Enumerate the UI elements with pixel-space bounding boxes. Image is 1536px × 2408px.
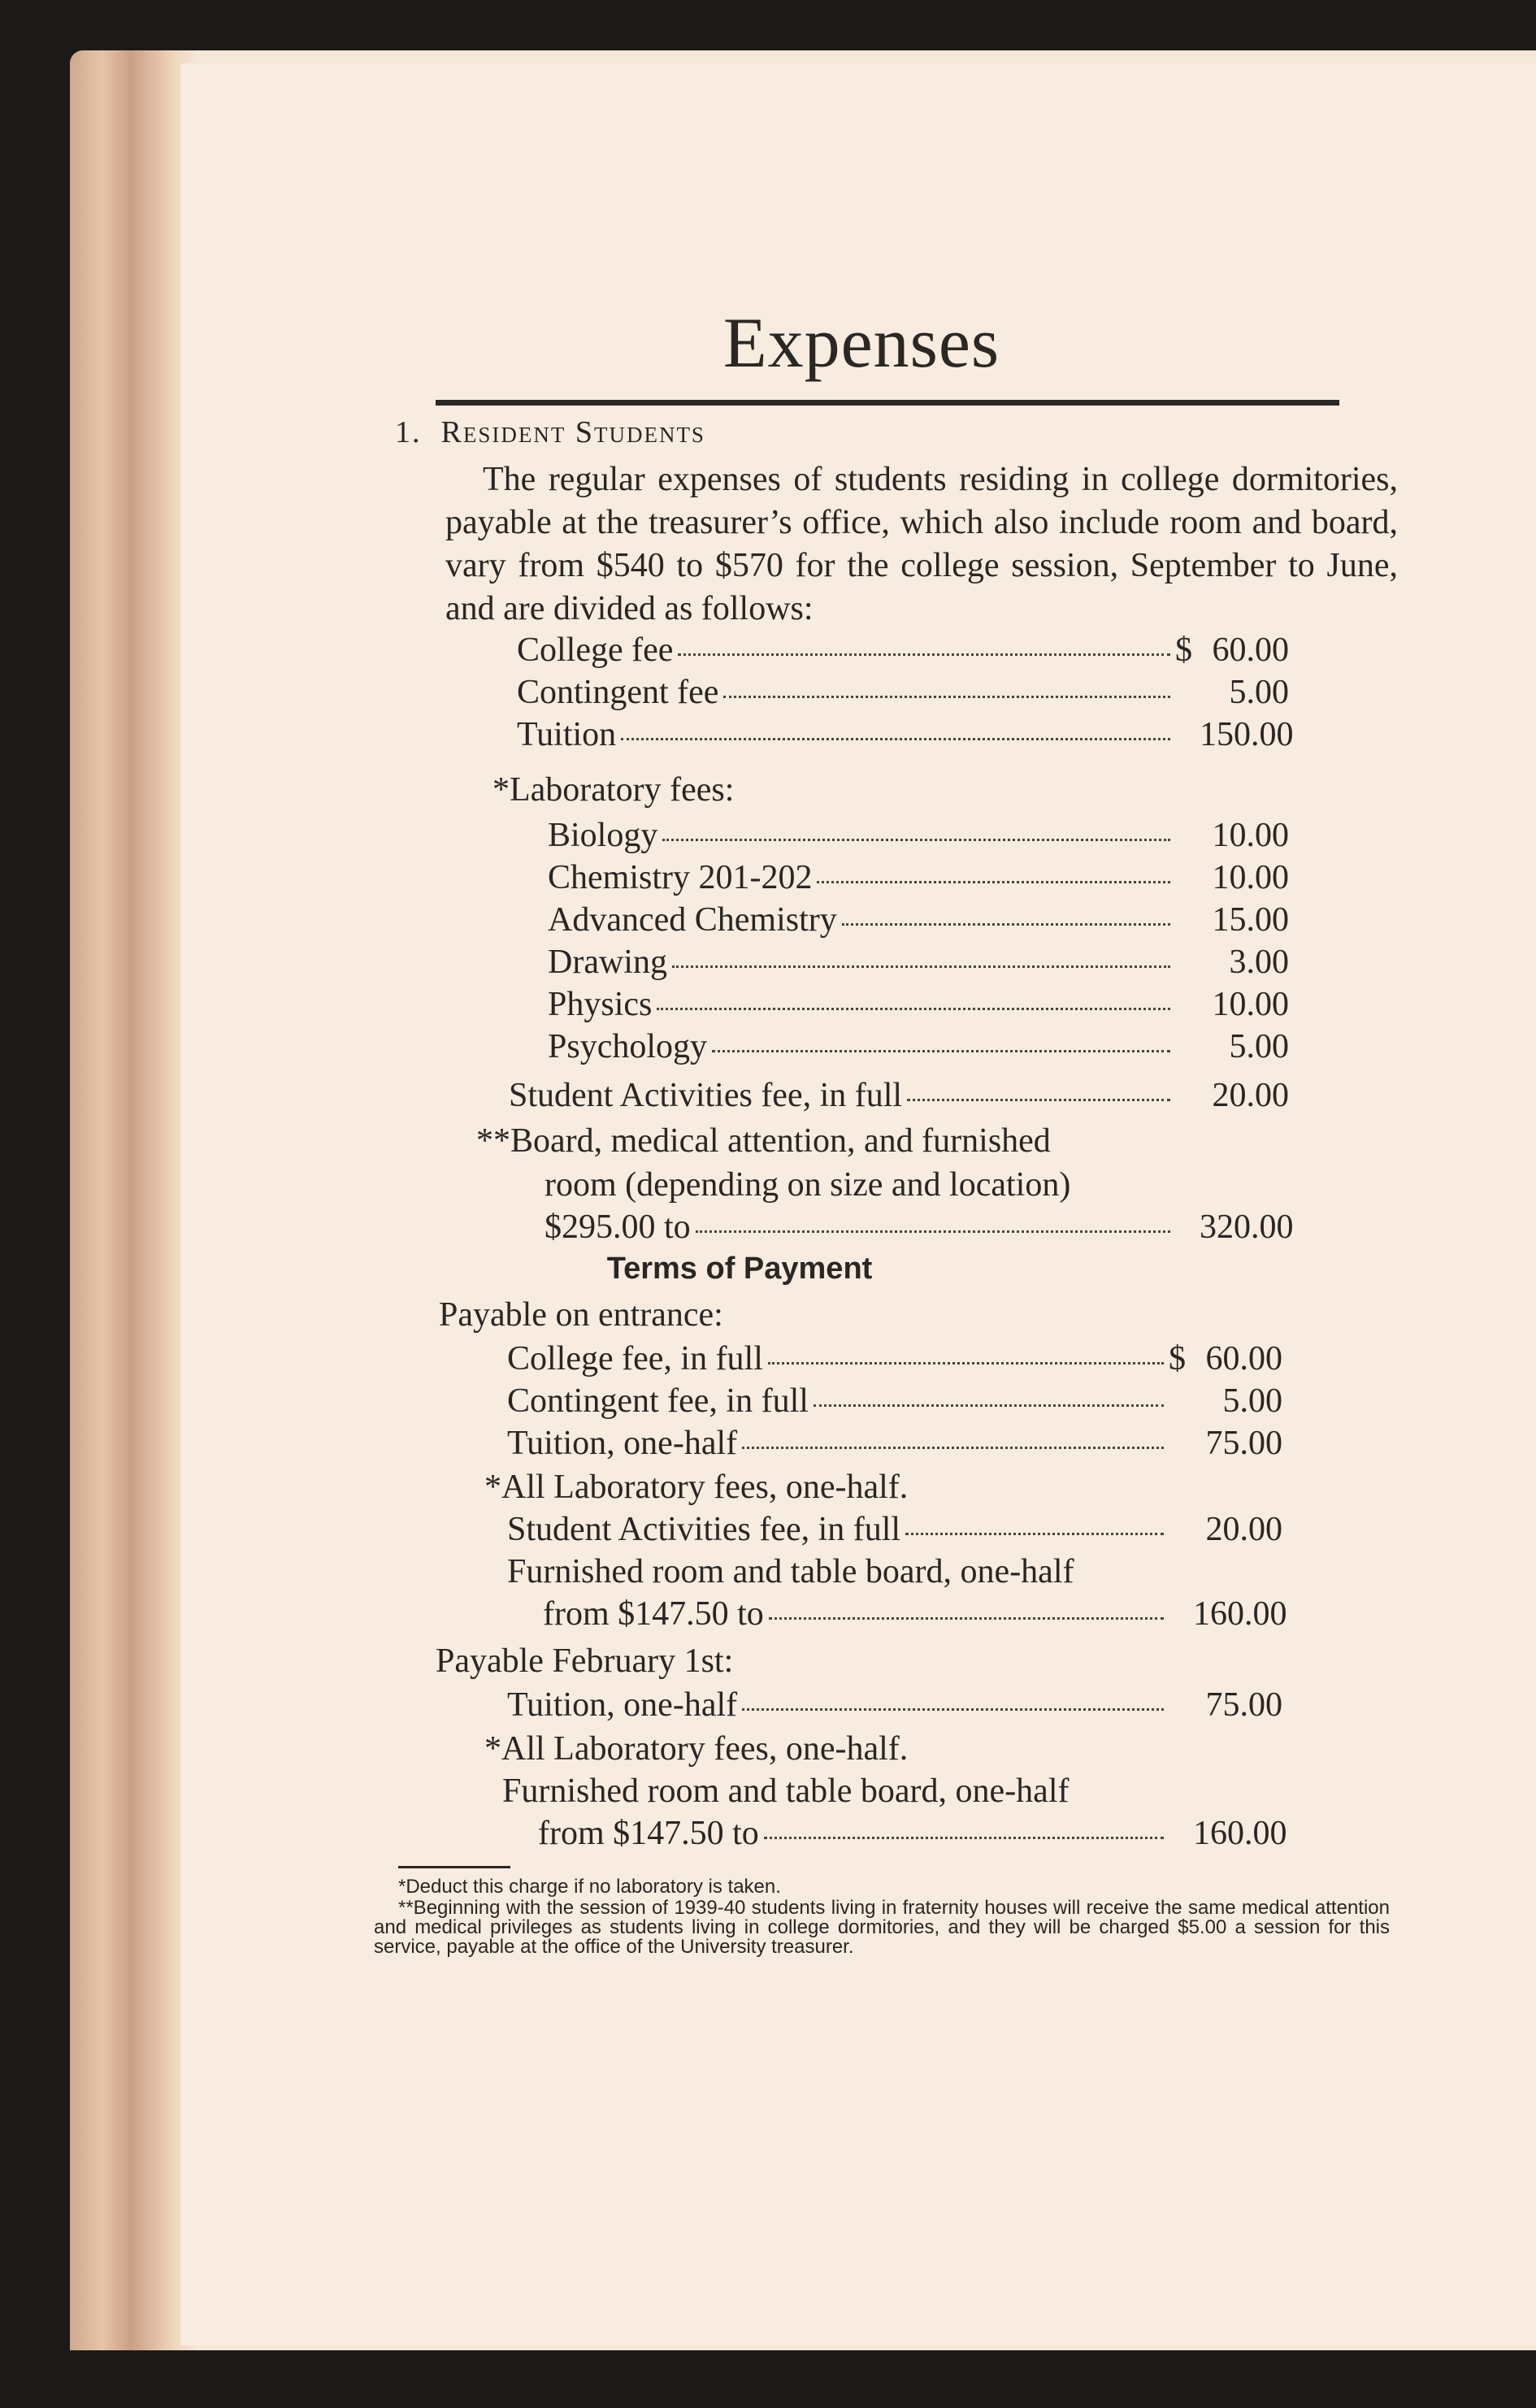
terms-of-payment-title: Terms of Payment	[606, 1252, 873, 1286]
february-room-line-1: Furnished room and table board, one-half	[502, 1772, 1070, 1810]
currency-sign: $	[1175, 631, 1192, 669]
leader-dots	[842, 923, 1170, 926]
payment-amount: 75.00	[1205, 1686, 1282, 1724]
activities-amount: 20.00	[1212, 1077, 1289, 1114]
leader-dots	[712, 1050, 1170, 1052]
payment-row	[507, 1382, 1282, 1424]
section-number: 1.	[395, 415, 422, 449]
heading-rule	[436, 400, 1339, 406]
board-label: $295.00 to	[545, 1208, 691, 1246]
board-amount: 320.00	[1200, 1208, 1294, 1246]
lab-fee-row	[548, 985, 1289, 1027]
lab-fee-amount: 10.00	[1212, 859, 1289, 896]
payment-row	[543, 1594, 1287, 1637]
payment-amount: 20.00	[1205, 1511, 1282, 1548]
leader-dots	[696, 1230, 1170, 1233]
activities-label: Student Activities fee, in full	[509, 1077, 903, 1114]
leader-dots	[657, 1008, 1170, 1010]
february-lab-note: *All Laboratory fees, one-half.	[484, 1730, 909, 1768]
activities-row	[509, 1076, 1289, 1118]
section-title	[395, 414, 705, 450]
leader-dots	[742, 1447, 1164, 1449]
lab-fees-heading: *Laboratory fees:	[492, 771, 735, 809]
board-line-2: room (depending on size and location)	[545, 1166, 1071, 1204]
lab-fee-row	[548, 858, 1289, 900]
leader-dots	[621, 738, 1170, 740]
fee-row	[517, 631, 1289, 673]
payment-label: Contingent fee, in full	[507, 1382, 809, 1420]
payment-row	[507, 1686, 1282, 1728]
payment-amount: 5.00	[1222, 1382, 1282, 1420]
leader-dots	[768, 1362, 1164, 1365]
payment-label: Student Activities fee, in full	[507, 1511, 901, 1548]
lab-fee-amount: 10.00	[1212, 817, 1289, 854]
fee-row	[517, 715, 1294, 757]
lab-fee-label: Drawing	[548, 944, 667, 981]
lab-fee-label: Biology	[548, 817, 658, 854]
board-row	[545, 1208, 1294, 1250]
lab-fee-label: Psychology	[548, 1028, 708, 1065]
lab-fee-amount: 5.00	[1229, 1028, 1289, 1065]
fee-label: College fee	[517, 631, 674, 669]
leader-dots	[905, 1533, 1164, 1535]
lab-fee-amount: 15.00	[1212, 901, 1289, 939]
fee-label: Contingent fee	[517, 674, 719, 711]
leader-dots	[678, 653, 1170, 656]
currency-sign: $	[1169, 1340, 1186, 1378]
footnote-rule	[398, 1866, 510, 1868]
page	[180, 63, 1536, 2345]
payment-amount: 160.00	[1193, 1815, 1287, 1852]
leader-dots	[742, 1708, 1164, 1711]
leader-dots	[907, 1099, 1170, 1101]
footnote-1: *Deduct this charge if no laboratory is taken.	[398, 1876, 781, 1898]
payment-amount: 75.00	[1205, 1425, 1282, 1462]
section-name: Resident Students	[440, 415, 705, 449]
february-heading: Payable February 1st:	[436, 1642, 734, 1680]
lab-fee-label: Chemistry 201-202	[548, 859, 813, 896]
payment-label: Tuition, one-half	[507, 1425, 738, 1462]
entrance-room-line-1: Furnished room and table board, one-half	[507, 1553, 1074, 1590]
payment-label: from $147.50 to	[543, 1595, 764, 1633]
fee-label: Tuition	[517, 716, 617, 753]
lab-fee-row	[548, 943, 1289, 985]
payment-row	[507, 1510, 1282, 1552]
fee-amount: 150.00	[1200, 716, 1294, 753]
payment-amount: 160.00	[1193, 1595, 1287, 1633]
payment-row	[507, 1424, 1282, 1466]
entrance-lab-note: *All Laboratory fees, one-half.	[484, 1469, 909, 1506]
lab-fee-label: Advanced Chemistry	[548, 901, 837, 939]
entrance-heading: Payable on entrance:	[439, 1296, 723, 1334]
payment-label: Tuition, one-half	[507, 1686, 738, 1724]
footnote-2: **Beginning with the session of 1939-40 students living in fraternity houses will receive the same medical attention and medical privileges as students living in college dormitories, and they will be charged $5.00 a session for this service, payable at the office of the University treasurer.	[374, 1897, 1390, 1958]
payment-label: College fee, in full	[507, 1340, 763, 1378]
fee-amount: 60.00	[1212, 631, 1289, 669]
payment-label: from $147.50 to	[538, 1815, 759, 1852]
leader-dots	[662, 839, 1170, 841]
leader-dots	[817, 881, 1170, 883]
lab-fee-amount: 10.00	[1212, 986, 1289, 1023]
payment-row	[507, 1339, 1282, 1382]
fee-row	[517, 673, 1289, 715]
leader-dots	[769, 1617, 1164, 1620]
lab-fee-row	[548, 900, 1289, 943]
lab-fee-row	[548, 816, 1289, 858]
payment-amount: 60.00	[1205, 1340, 1282, 1378]
intro-paragraph	[445, 458, 1398, 631]
leader-dots	[723, 696, 1170, 698]
page-heading: Expenses	[722, 304, 1000, 383]
fee-amount: 5.00	[1229, 674, 1289, 711]
payment-row	[538, 1814, 1287, 1856]
leader-dots	[764, 1837, 1164, 1839]
lab-fee-amount: 3.00	[1229, 944, 1289, 981]
lab-fee-row	[548, 1027, 1289, 1069]
leader-dots	[672, 965, 1170, 968]
intro-text: The regular expenses of students residing in college dormitories, payable at the treasurer’s office, which also include room and board, vary from $540 to $570 for the college session, September to June, and are divided as follows:	[445, 461, 1398, 627]
lab-fee-label: Physics	[548, 986, 653, 1023]
board-line-1: **Board, medical attention, and furnished	[476, 1122, 1051, 1160]
leader-dots	[814, 1404, 1164, 1407]
